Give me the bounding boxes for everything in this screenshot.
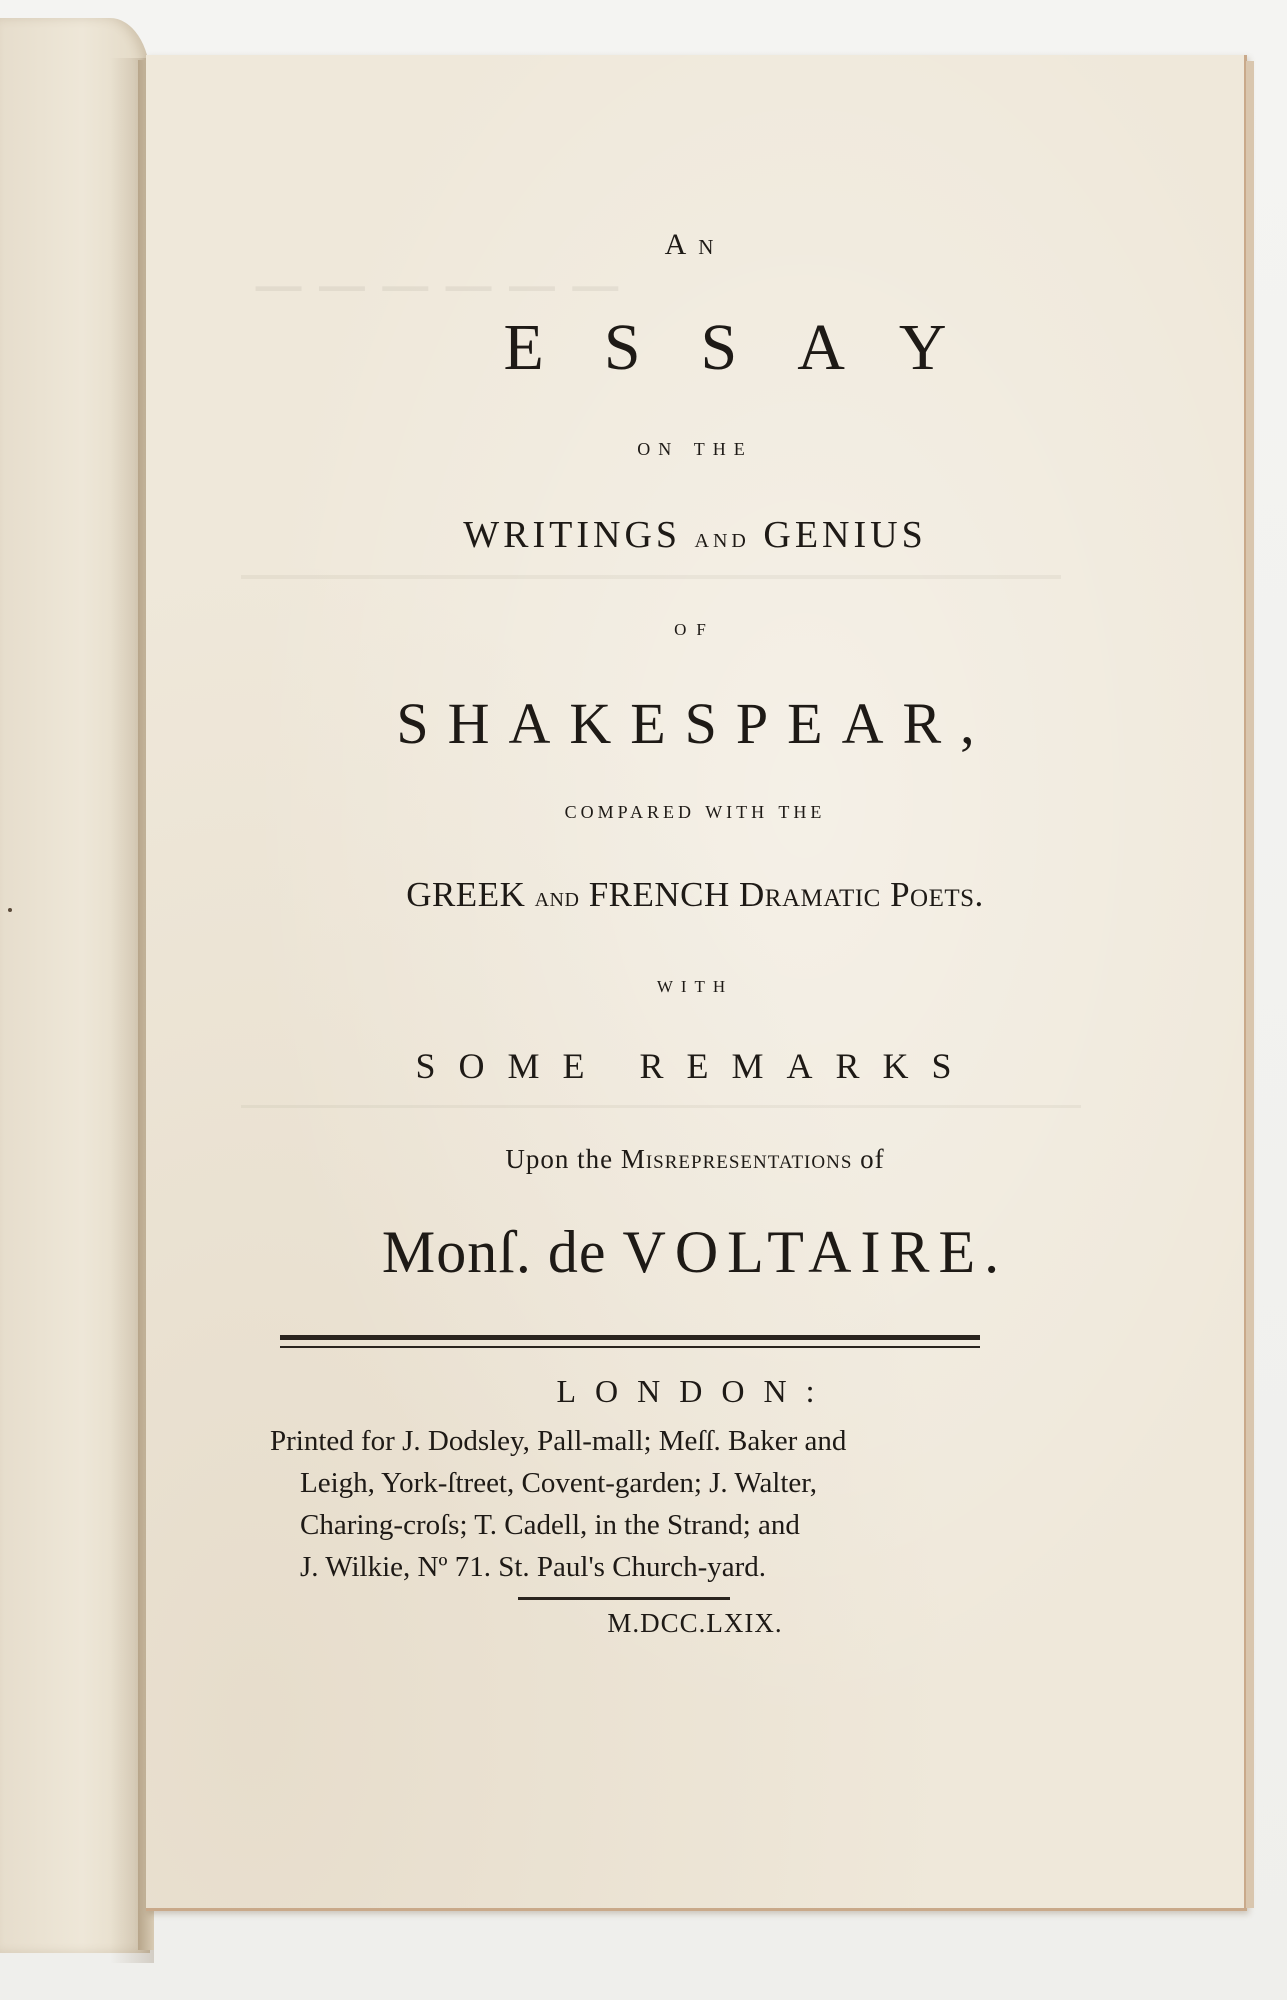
title-french: FRENCH: [588, 875, 730, 914]
imprint-date: M.DCC.LXIX.: [607, 1608, 783, 1638]
title-voltaire: VOLTAIRE.: [622, 1219, 1009, 1285]
title-on-the: on the: [637, 432, 753, 461]
title-upon-the: Upon the: [505, 1144, 614, 1174]
title-essay: ESSAY: [503, 311, 1007, 384]
imprint-line-2: Leigh, York-ſtreet, Covent-garden; J. Walter,: [300, 1467, 818, 1499]
title-some-remarks: SOME REMARKS: [415, 1046, 975, 1086]
title-monsieur-voltaire: [146, 1218, 1244, 1287]
title-shakespear: SHAKESPEAR,: [396, 691, 994, 756]
title-greek-and: and: [534, 882, 580, 913]
imprint-line-1: Printed for J. Dodsley, Pall-mall; Meſſ. Baker and: [270, 1425, 847, 1457]
left-page: [0, 18, 150, 1953]
show-through-ghost-text: ──────: [146, 55, 1244, 1908]
title-an: An: [664, 228, 726, 261]
title-upon-misrepresentations: [146, 1144, 1244, 1175]
title-upon-of: of: [860, 1144, 885, 1174]
title-misrepresentations: Misrepresentations: [620, 1144, 853, 1174]
title-greek-and-french: [146, 875, 1244, 915]
imprint-line-3: Charing-croſs; T. Cadell, in the Strand; and: [300, 1509, 800, 1541]
title-monsieur: Monſ. de: [381, 1219, 607, 1285]
title-dramatic-poets: Dramatic Poets.: [739, 875, 984, 914]
title-of: of: [674, 615, 716, 641]
imprint-line-4: J. Wilkie, Nº 71. St. Paul's Church-yard.: [300, 1551, 767, 1583]
double-rule-thick: [280, 1335, 980, 1340]
title-genius: GENIUS: [763, 514, 927, 556]
title-writings: WRITINGS: [463, 514, 682, 556]
short-rule: [518, 1597, 730, 1600]
title-with: with: [656, 972, 734, 998]
title-compared-with-the: compared with the: [564, 797, 826, 824]
double-rule-thin: [280, 1346, 980, 1348]
title-greek: GREEK: [406, 875, 526, 914]
imprint-london: LONDON:: [556, 1373, 834, 1409]
left-page-speck: [8, 908, 12, 912]
title-writings-and: and: [694, 523, 750, 554]
title-writings-and-genius: [146, 513, 1244, 557]
